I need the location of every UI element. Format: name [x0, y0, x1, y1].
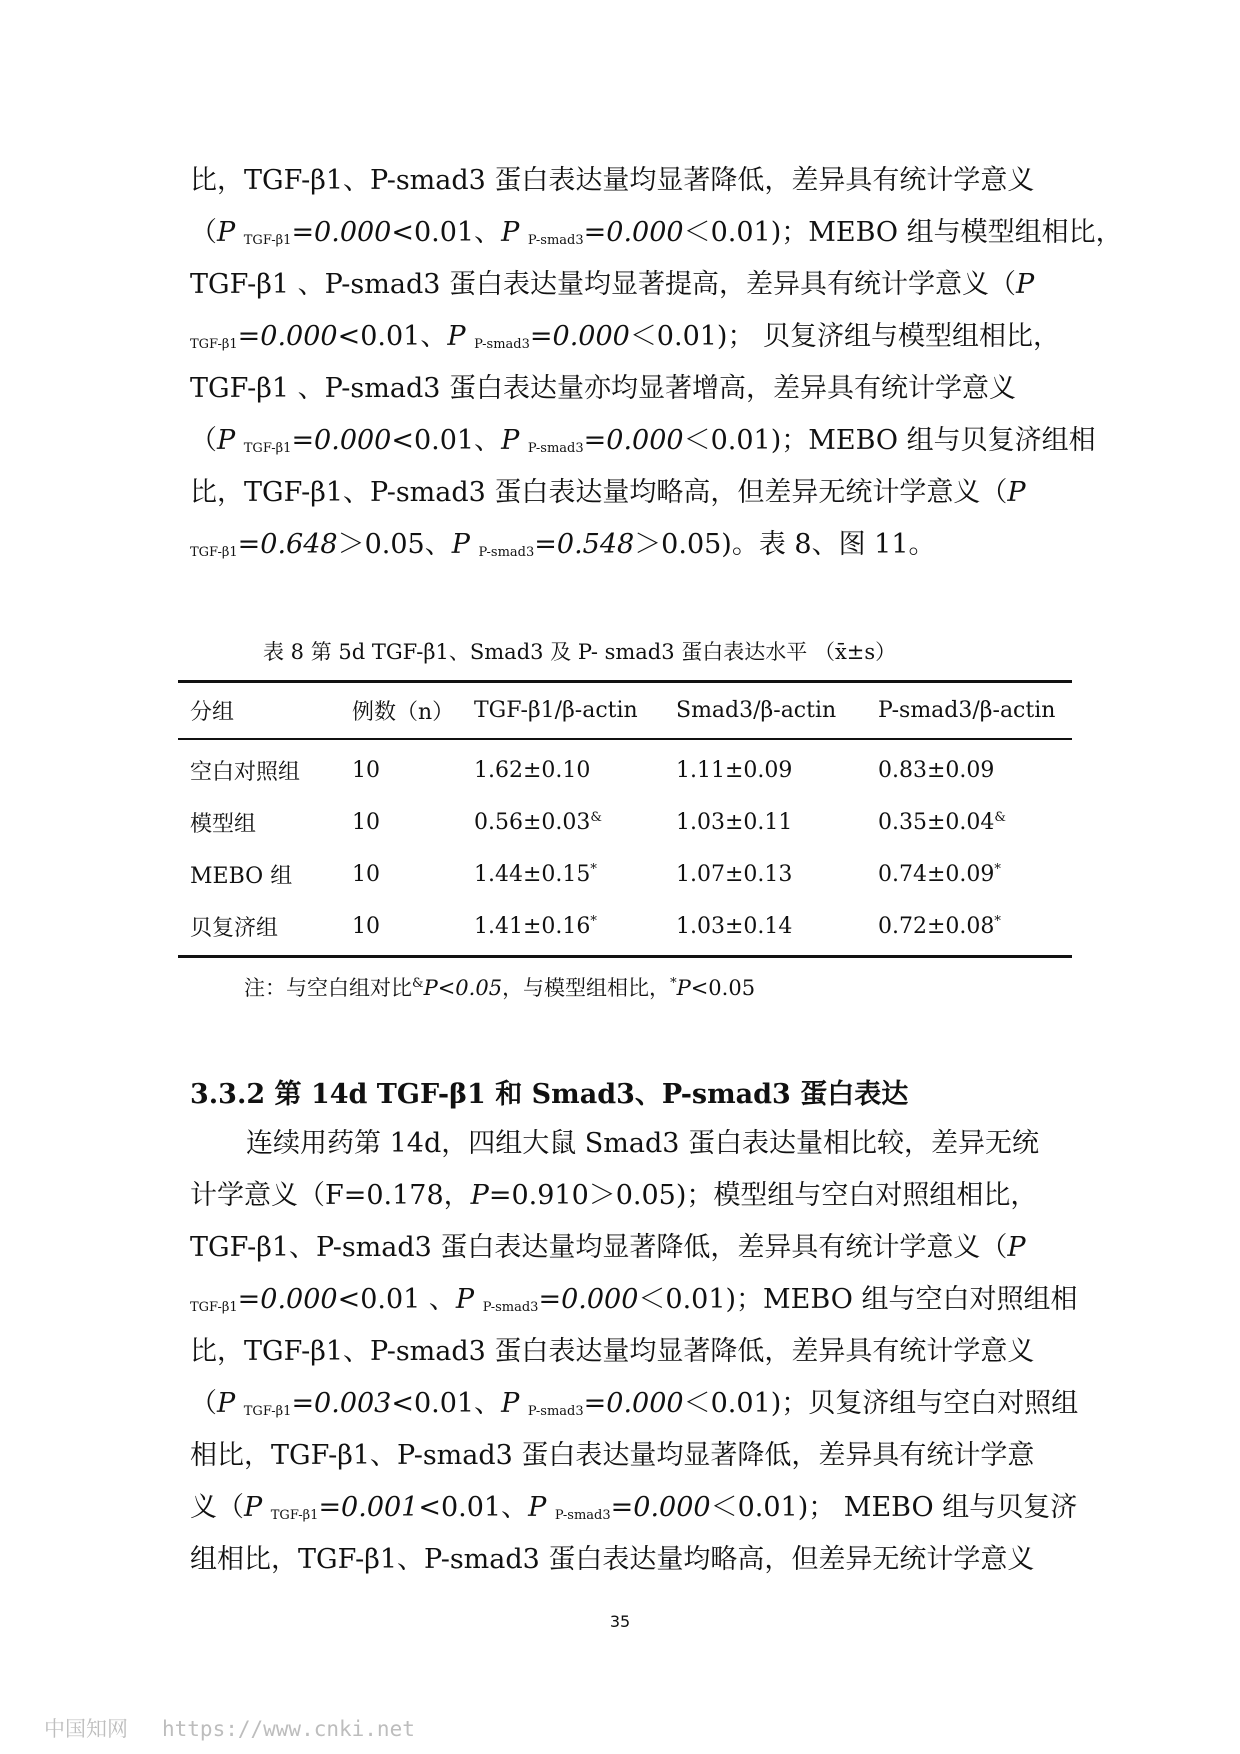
cell-tgf: 1.44±0.15*: [474, 861, 597, 887]
data-table: [178, 682, 1072, 952]
table-caption: 表 8 第 5d TGF-β1、Smad3 及 P- smad3 蛋白表达水平 （x̄±s）: [263, 640, 897, 664]
site-name: 中国知网: [44, 1717, 128, 1741]
body-paragraph-1: [190, 155, 1123, 571]
text-line: 连续用药第 14d，四组大鼠 Smad3 蛋白表达量相比较，差异无统: [246, 1128, 1040, 1159]
text-line: 比，TGF-β1、P-smad3 蛋白表达量均略高，但差异无统计学意义（P: [190, 477, 1026, 508]
section-heading: 3.3.2 第 14d TGF-β1 和 Smad3、P-smad3 蛋白表达: [190, 1079, 909, 1110]
text-line: TGF-β1 、P-smad3 蛋白表达量亦均显著增高，差异具有统计学意义: [190, 373, 1017, 404]
text-line: TGF-β1、P-smad3 蛋白表达量均显著降低，差异具有统计学意义（P: [190, 1232, 1026, 1263]
cell-smad3: 1.03±0.11: [676, 809, 793, 835]
cell-n: 10: [352, 861, 380, 887]
cell-tgf: 1.41±0.16*: [474, 913, 597, 939]
table-bottom-rule: [178, 955, 1072, 958]
site-url[interactable]: https://www.cnki.net: [162, 1717, 415, 1741]
table-row: [178, 796, 1072, 848]
cell-psmad3: 0.72±0.08*: [878, 913, 1001, 939]
text-line: $_{TGF-\beta 1}$=0.648＞0.05、P $_{P-smad3}$=0.548＞0.05)。表 8、图 11。: [190, 529, 936, 560]
column-header: 例数（n）: [352, 699, 455, 725]
body-paragraph-2: [190, 1118, 1079, 1586]
text-line: 相比，TGF-β1、P-smad3 蛋白表达量均显著降低，差异具有统计学意: [190, 1440, 1035, 1471]
text-line: $_{TGF-\beta 1}$=0.000<0.01 、P $_{P-smad3}$=0.000＜0.01)；MEBO 组与空白对照组相: [190, 1284, 1078, 1315]
table-row: [178, 848, 1072, 900]
text-line: （P $_{TGF-\beta 1}$=0.003<0.01、P $_{P-smad3}$=0.000＜0.01)；贝复济组与空白对照组: [190, 1388, 1079, 1419]
page-number: 35: [609, 1612, 631, 1631]
cell-group: 模型组: [190, 811, 257, 837]
cell-n: 10: [352, 913, 380, 939]
text-line: （P $_{TGF-\beta 1}$=0.000<0.01、P $_{P-smad3}$=0.000＜0.01)；MEBO 组与模型组相比，: [190, 217, 1123, 248]
column-header: Smad3/β-actin: [676, 697, 837, 723]
column-header: TGF-β1/β-actin: [474, 697, 638, 723]
cell-psmad3: 0.83±0.09: [878, 757, 995, 783]
table-header-row: [178, 682, 1072, 738]
text-line: 计学意义（F=0.178，P=0.910＞0.05)；模型组与空白对照组相比，: [190, 1180, 1038, 1211]
cell-n: 10: [352, 809, 380, 835]
text-line: 比，TGF-β1、P-smad3 蛋白表达量均显著降低，差异具有统计学意义: [190, 165, 1035, 196]
cell-smad3: 1.03±0.14: [676, 913, 793, 939]
cell-n: 10: [352, 757, 380, 783]
cell-tgf: 0.56±0.03&: [474, 809, 602, 835]
text-line: 组相比，TGF-β1、P-smad3 蛋白表达量均略高，但差异无统计学意义: [190, 1544, 1035, 1575]
cell-smad3: 1.07±0.13: [676, 861, 793, 887]
cell-group: 贝复济组: [190, 915, 279, 941]
table-row: [178, 738, 1072, 796]
cell-psmad3: 0.74±0.09*: [878, 861, 1001, 887]
text-line: TGF-β1 、P-smad3 蛋白表达量均显著提高，差异具有统计学意义（P: [190, 269, 1035, 300]
watermark-footer: [44, 1713, 415, 1743]
table-row: [178, 900, 1072, 952]
text-line: （P $_{TGF-\beta 1}$=0.000<0.01、P $_{P-smad3}$=0.000＜0.01)；MEBO 组与贝复济组相: [190, 425, 1096, 456]
text-line: $_{TGF-\beta 1}$=0.000<0.01、P $_{P-smad3}$=0.000＜0.01)； 贝复济组与模型组相比，: [190, 321, 1061, 352]
column-header: P-smad3/β-actin: [878, 697, 1056, 723]
cell-group: 空白对照组: [190, 759, 301, 785]
cell-psmad3: 0.35±0.04&: [878, 809, 1006, 835]
cell-tgf: 1.62±0.10: [474, 757, 591, 783]
column-header: 分组: [190, 699, 235, 725]
text-line: 比，TGF-β1、P-smad3 蛋白表达量均显著降低，差异具有统计学意义: [190, 1336, 1035, 1367]
cell-smad3: 1.11±0.09: [676, 757, 793, 783]
table-note: 注：与空白组对比&P<0.05，与模型组相比，*P<0.05: [244, 976, 756, 1000]
text-line: 义（P $_{TGF-\beta 1}$=0.001<0.01、P $_{P-smad3}$=0.000＜0.01)； MEBO 组与贝复济: [190, 1492, 1078, 1523]
cell-group: MEBO 组: [190, 863, 293, 889]
